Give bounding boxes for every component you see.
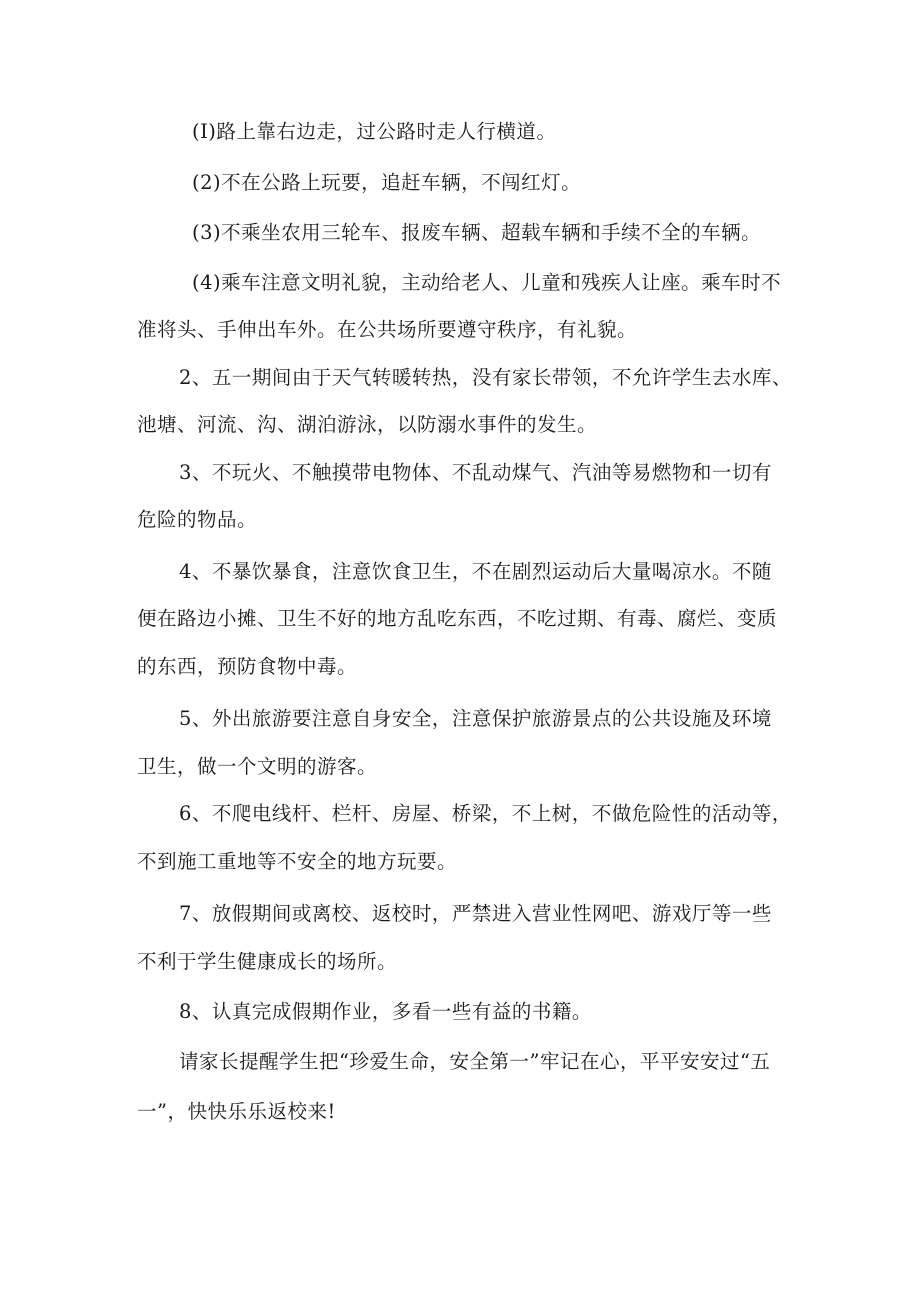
text-line: 一”，快快乐乐返校来!	[137, 1100, 336, 1123]
text-line: 危险的物品。	[137, 508, 258, 531]
text-line: 5、外出旅游要注意自身安全，注意保护旅游景点的公共设施及环境	[179, 707, 772, 730]
text-line: 准将头、手伸出车外。在公共场所要遵守秩序，有礼貌。	[137, 318, 638, 341]
text-line: 的东西，预防食物中毒。	[137, 655, 358, 678]
text-line: 不到施工重地等不安全的地方玩要。	[137, 850, 458, 873]
text-line: 池塘、河流、沟、湖泊游泳，以防溺水事件的发生。	[137, 413, 598, 436]
text-line: 4、不暴饮暴食，注意饮食卫生，不在剧烈运动后大量喝凉水。不随	[179, 560, 772, 583]
text-line: 3、不玩火、不触摸带电物体、不乱动煤气、汽油等易燃物和一切有	[179, 461, 772, 484]
text-line: (3)不乘坐农用三轮车、报废车辆、超载车辆和手续不全的车辆。	[192, 221, 762, 244]
text-line: 8、认真完成假期作业，多看一些有益的书籍。	[179, 1000, 592, 1023]
text-line: (I)路上靠右边走，过公路时走人行横道。	[192, 120, 557, 143]
text-line: 6、不爬电线杆、栏杆、房屋、桥梁，不上树，不做危险性的活动等，	[179, 802, 792, 825]
text-line: (2)不在公路上玩要，追赶车辆，不闯红灯。	[192, 171, 582, 194]
text-line: 请家长提醒学生把“珍爱生命，安全第一”牢记在心，平平安安过“五	[179, 1050, 771, 1073]
text-line: 卫生，做一个文明的游客。	[137, 755, 378, 778]
text-line: 便在路边小摊、卫生不好的地方乱吃东西，不吃过期、有毒、腐烂、变质	[137, 607, 778, 630]
text-line: 不利于学生健康成长的场所。	[137, 950, 398, 973]
text-line: (4)乘车注意文明礼貌，主动给老人、儿童和残疾人让座。乘车时不	[192, 271, 782, 294]
text-line: 2、五一期间由于天气转暖转热，没有家长带领，不允许学生去水库、	[179, 366, 792, 389]
text-line: 7、放假期间或离校、返校时，严禁进入营业性网吧、游戏厅等一些	[179, 902, 772, 925]
